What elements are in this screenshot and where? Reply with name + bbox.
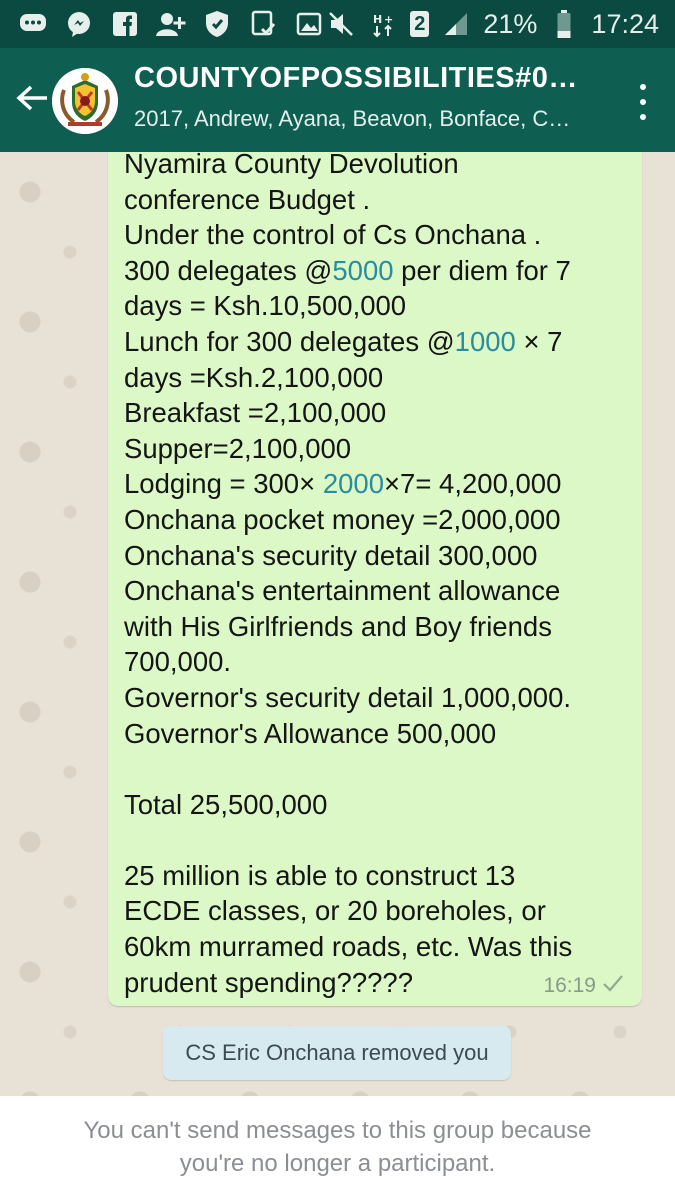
message-text-segment: Breakfast =2,100,000 — [124, 397, 387, 429]
message-line — [124, 431, 622, 467]
message-text-segment: Supper=2,100,000 — [124, 432, 352, 464]
message-line — [124, 288, 622, 324]
message-text-segment: 700,000. — [124, 646, 232, 678]
message-text-segment: Lodging = 300× — [124, 468, 323, 500]
message-text-segment: Governor's security detail 1,000,000. — [124, 681, 572, 713]
menu-dot — [640, 99, 646, 105]
message-text-segment: days = Ksh.10,500,000 — [124, 290, 407, 322]
chat-title[interactable]: COUNTYOFPOSSIBILITIES#0… — [134, 62, 578, 94]
message-text-segment: Onchana's entertainment allowance — [124, 575, 561, 607]
shield-icon — [202, 9, 232, 39]
phone-number-link[interactable]: 5000 — [332, 254, 394, 286]
group-avatar[interactable] — [52, 68, 118, 134]
system-message: CS Eric Onchana removed you — [163, 1026, 511, 1080]
county-emblem-icon — [52, 68, 118, 134]
message-text-segment: Onchana's security detail 300,000 — [124, 539, 538, 571]
menu-dot — [640, 114, 646, 120]
notification-icons — [0, 9, 324, 39]
svg-text:+: + — [384, 13, 394, 26]
message-line — [124, 716, 622, 752]
chat-icon — [18, 9, 48, 39]
message-text-segment: Governor's Allowance 500,000 — [124, 717, 497, 749]
message-text-segment: 25 million is able to construct 13 — [124, 859, 516, 891]
battery-icon — [549, 9, 579, 39]
message-line — [124, 324, 622, 360]
footer-line-2: you're no longer a participant. — [179, 1150, 496, 1177]
message-line — [124, 573, 622, 609]
signal-icon — [441, 9, 471, 39]
message-line — [124, 466, 622, 502]
chat-header — [0, 48, 675, 152]
message-line — [124, 858, 622, 894]
battery-percent: 21% — [483, 8, 538, 39]
phone-number-link[interactable]: 1000 — [454, 325, 516, 357]
arrow-back-icon — [15, 83, 49, 118]
message-line — [124, 395, 622, 431]
message-line — [124, 538, 622, 574]
message-text-segment: with His Girlfriends and Boy friends — [124, 610, 552, 642]
message-line — [124, 152, 622, 182]
message-bubble[interactable] — [108, 152, 642, 1006]
check-icon — [602, 974, 624, 998]
message-line — [124, 182, 622, 218]
checklist-icon — [248, 9, 278, 39]
message-text-segment: 60km murramed roads, etc. Was this — [124, 931, 573, 963]
status-bar — [0, 0, 675, 48]
menu-dot — [640, 84, 646, 90]
message-line — [124, 609, 622, 645]
mute-icon — [326, 9, 356, 39]
message-line — [124, 929, 622, 965]
sim-icon: 2 — [410, 11, 429, 37]
message-text — [124, 152, 622, 1000]
add-user-icon — [156, 9, 186, 39]
message-text-segment: Nyamira County Devolution — [124, 152, 459, 179]
message-line — [124, 787, 622, 823]
message-text-segment: Under the control of Cs Onchana . — [124, 219, 542, 251]
message-text-segment: days =Ksh.2,100,000 — [124, 361, 384, 393]
message-text-segment: 300 delegates @ — [124, 254, 333, 286]
message-text-segment: ECDE classes, or 20 boreholes, or — [124, 895, 546, 927]
message-text-segment: Onchana pocket money =2,000,000 — [124, 503, 561, 535]
message-text-segment: ×7= 4,200,000 — [384, 468, 562, 500]
message-line — [124, 217, 622, 253]
svg-text:H: H — [373, 13, 383, 26]
clock: 17:24 — [591, 8, 659, 39]
read-only-footer — [0, 1096, 675, 1200]
message-line — [124, 502, 622, 538]
messenger-icon — [64, 9, 94, 39]
message-line — [124, 751, 622, 787]
message-line — [124, 893, 622, 929]
message-text-segment: conference Budget . — [124, 183, 371, 215]
message-line — [124, 822, 622, 858]
message-line — [124, 253, 622, 289]
more-options-button[interactable] — [633, 82, 653, 122]
message-meta — [543, 974, 624, 998]
image-icon — [294, 9, 324, 39]
facebook-icon — [110, 9, 140, 39]
message-time: 16:19 — [543, 974, 596, 997]
message-text-segment: prudent spending????? — [124, 966, 414, 998]
message-line — [124, 680, 622, 716]
message-line — [124, 644, 622, 680]
message-text-segment: × 7 — [515, 325, 563, 357]
message-text-segment: Lunch for 300 delegates @ — [124, 325, 455, 357]
chat-participants[interactable]: 2017, Andrew, Ayana, Beavon, Bonface, C… — [134, 106, 571, 131]
back-button[interactable] — [10, 78, 54, 122]
network-icon — [368, 9, 398, 39]
message-line — [124, 360, 622, 396]
message-text-segment: per diem for 7 — [393, 254, 571, 286]
chat-area[interactable] — [0, 152, 675, 1096]
system-status — [326, 0, 659, 48]
phone-number-link[interactable]: 2000 — [322, 468, 384, 500]
message-text-segment: Total 25,500,000 — [124, 788, 328, 820]
footer-line-1: You can't send messages to this group because — [83, 1117, 592, 1144]
